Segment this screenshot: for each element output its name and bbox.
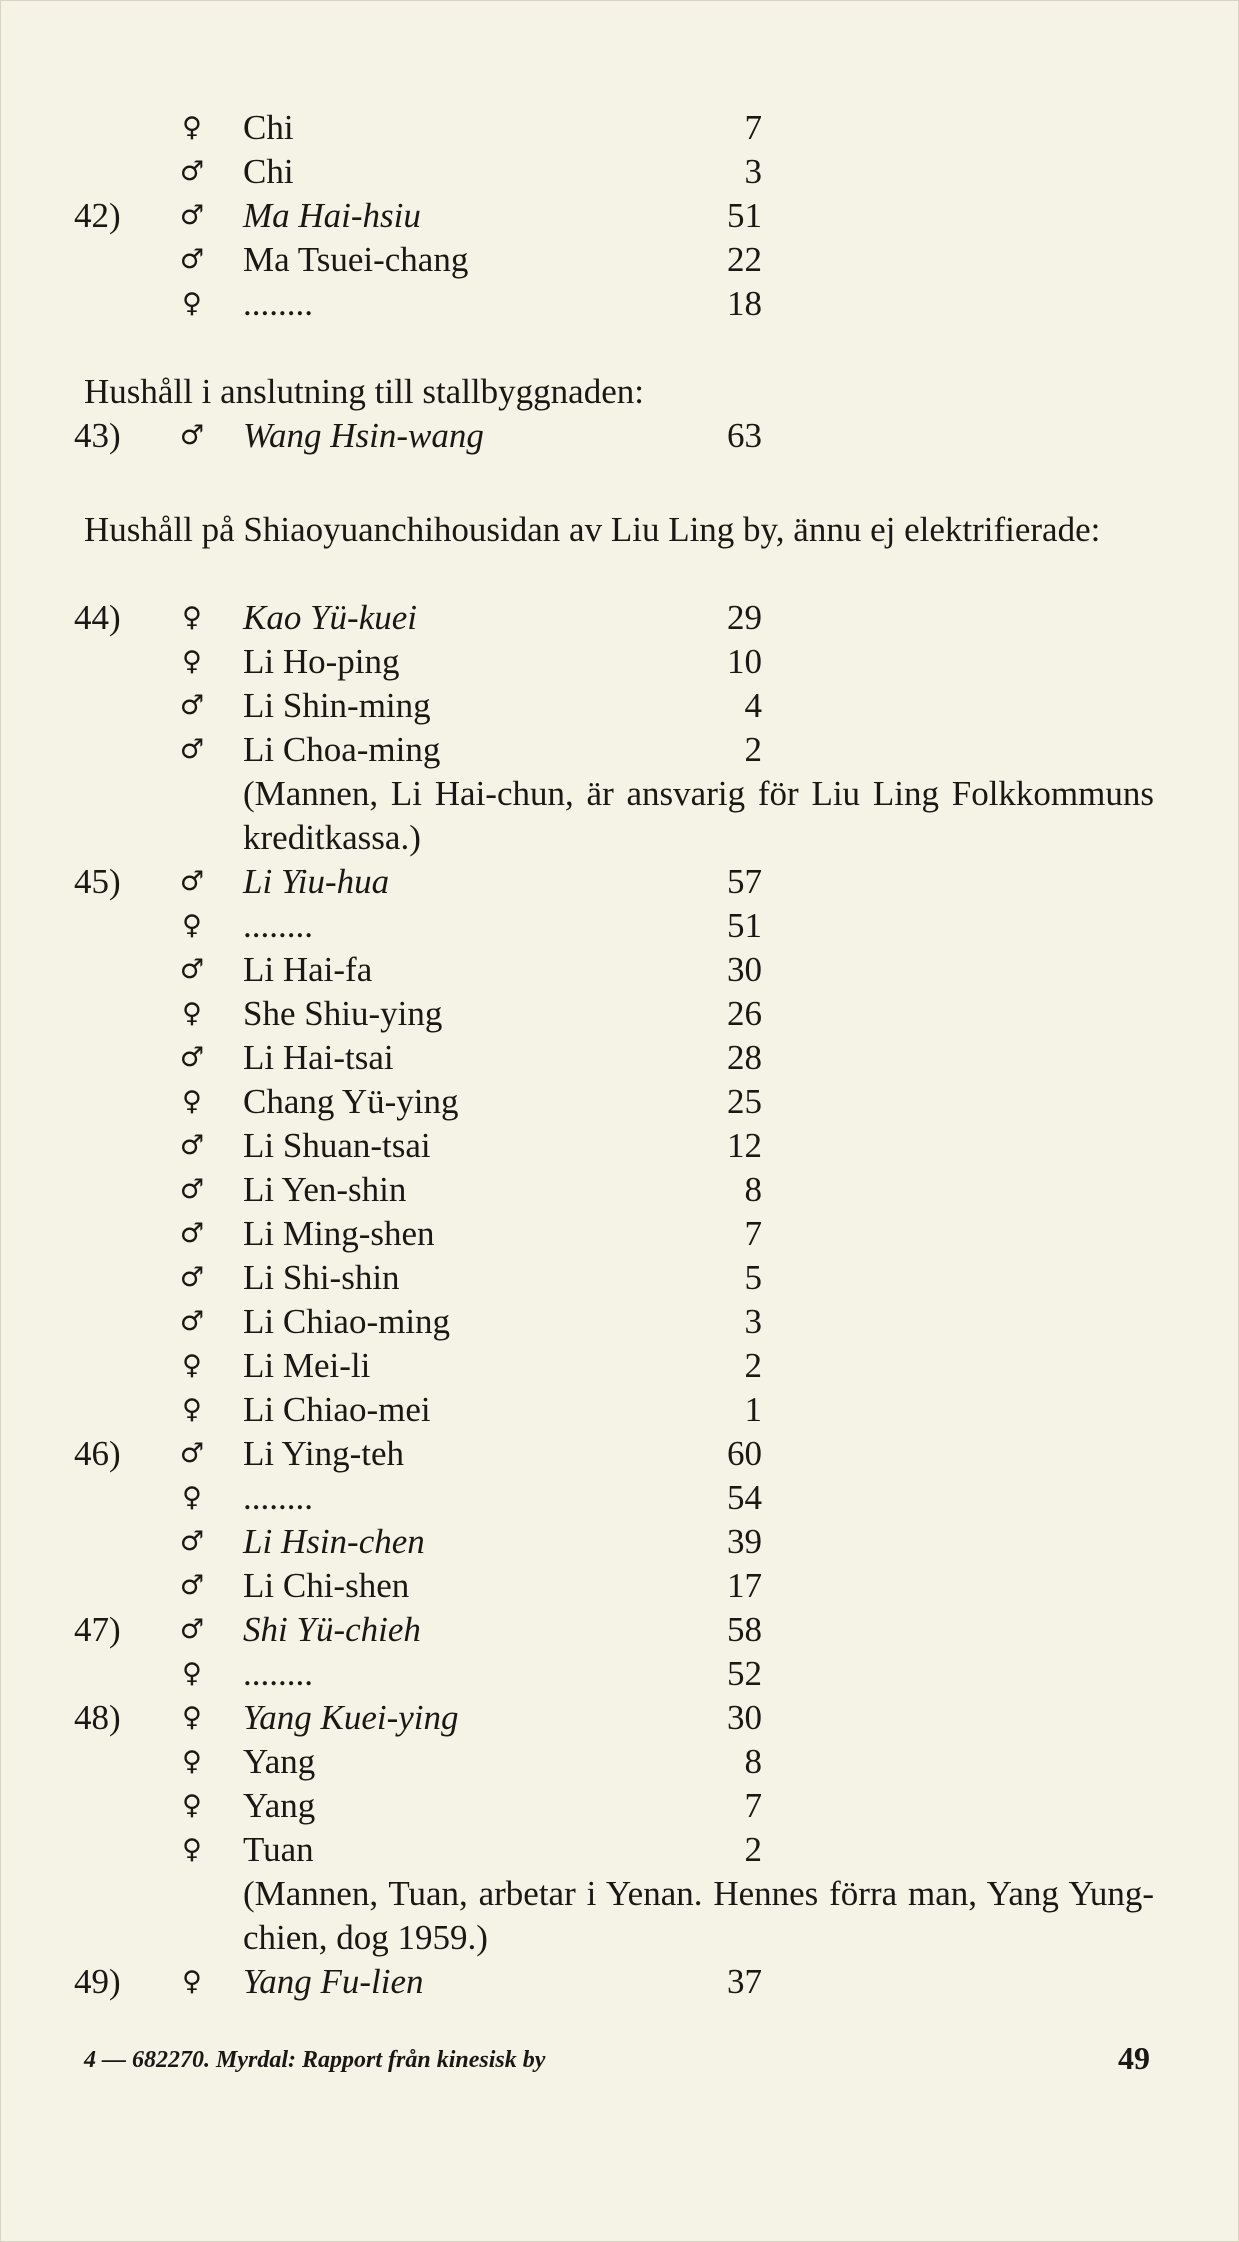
list-item [0,596,1239,640]
person-age: 4 [744,686,762,725]
person-name: Tuan [243,1830,314,1869]
sex-symbol-icon: ♀ [182,1746,202,1777]
person-name: Chi [243,108,294,147]
sex-symbol-icon: ♂ [179,734,205,765]
household-number: 43) [74,416,121,455]
list-item [0,1168,1239,1212]
sex-symbol-icon: ♂ [179,1042,205,1073]
person-age: 37 [727,1962,762,2001]
person-name: Li Shin-ming [243,686,431,725]
person-age: 2 [744,1346,762,1385]
sex-symbol-icon: ♀ [182,1966,202,1997]
person-name: Li Mei-li [243,1346,371,1385]
person-name: Li Ming-shen [243,1214,435,1253]
list-item [0,1828,1239,1872]
list-item [0,1520,1239,1564]
household-number: 45) [74,862,121,901]
list-item [0,282,1239,326]
household-number: 47) [74,1610,121,1649]
list-item [0,1080,1239,1124]
list-item [0,1388,1239,1432]
list-item [0,1432,1239,1476]
person-age: 57 [727,862,762,901]
sex-symbol-icon: ♂ [179,954,205,985]
person-name: ........ [243,1654,313,1693]
person-age: 25 [727,1082,762,1121]
sex-symbol-icon: ♂ [179,1570,205,1601]
sex-symbol-icon: ♂ [179,1174,205,1205]
footer-citation: 4 — 682270. Myrdal: Rapport från kinesisk by [84,2047,546,2073]
sex-symbol-icon: ♀ [182,1350,202,1381]
list-item [0,1564,1239,1608]
list-item [0,1344,1239,1388]
person-age: 29 [727,598,762,637]
person-name: Chi [243,152,294,191]
person-name: Shi Yü-chieh [243,1610,421,1649]
list-item [0,992,1239,1036]
list-item [0,1784,1239,1828]
person-age: 1 [744,1390,762,1429]
person-age: 26 [727,994,762,1033]
person-name: Chang Yü-ying [243,1082,459,1121]
list-item [0,414,1239,458]
sex-symbol-icon: ♂ [179,420,205,451]
person-age: 39 [727,1522,762,1561]
person-age: 3 [744,1302,762,1341]
section-heading-stall: Hushåll i anslutning till stallbyggnaden: [84,372,644,411]
section-heading-shiaoyuanchihou: Hushåll på Shiaoyuanchihousidan av Liu Ling by, ännu ej elektrifierade: [84,510,1101,549]
list-item [0,1960,1239,2004]
sex-symbol-icon: ♀ [182,1394,202,1425]
household-number: 44) [74,598,121,637]
sex-symbol-icon: ♂ [179,156,205,187]
person-age: 8 [744,1742,762,1781]
person-age: 3 [744,152,762,191]
sex-symbol-icon: ♂ [179,1130,205,1161]
list-item [0,904,1239,948]
sex-symbol-icon: ♀ [182,998,202,1029]
sex-symbol-icon: ♂ [179,200,205,231]
sex-symbol-icon: ♀ [182,1086,202,1117]
person-name: Li Yen-shin [243,1170,407,1209]
list-item [0,1476,1239,1520]
list-item [0,1696,1239,1740]
list-item [0,948,1239,992]
sex-symbol-icon: ♀ [182,1834,202,1865]
person-age: 5 [744,1258,762,1297]
list-item [0,640,1239,684]
list-item [0,1740,1239,1784]
person-age: 60 [727,1434,762,1473]
list-item [0,106,1239,150]
person-age: 12 [727,1126,762,1165]
household-number: 48) [74,1698,121,1737]
person-age: 52 [727,1654,762,1693]
person-name: Yang Kuei-ying [243,1698,459,1737]
sex-symbol-icon: ♀ [182,288,202,319]
person-name: Li Ho-ping [243,642,400,681]
list-item [0,194,1239,238]
person-age: 18 [727,284,762,323]
list-item [0,860,1239,904]
sex-symbol-icon: ♀ [182,1482,202,1513]
person-name: Yang [243,1742,316,1781]
sex-symbol-icon: ♀ [182,1702,202,1733]
sex-symbol-icon: ♂ [179,1218,205,1249]
sex-symbol-icon: ♂ [179,690,205,721]
sex-symbol-icon: ♀ [182,646,202,677]
person-name: ........ [243,284,313,323]
list-item [0,150,1239,194]
list-item [0,1652,1239,1696]
person-name: Yang [243,1786,316,1825]
person-name: Li Shi-shin [243,1258,400,1297]
person-name: She Shiu-ying [243,994,443,1033]
person-name: Ma Tsuei-chang [243,240,469,279]
person-name: Li Chiao-mei [243,1390,431,1429]
person-name: Wang Hsin-wang [243,416,484,455]
household-number: 46) [74,1434,121,1473]
person-age: 8 [744,1170,762,1209]
household-number: 42) [74,196,121,235]
person-name: Kao Yü-kuei [243,598,418,637]
person-name: Li Chiao-ming [243,1302,451,1341]
person-age: 7 [744,1214,762,1253]
sex-symbol-icon: ♂ [179,1262,205,1293]
person-age: 28 [727,1038,762,1077]
person-name: Li Hai-tsai [243,1038,394,1077]
person-age: 17 [727,1566,762,1605]
person-name: Li Choa-ming [243,730,441,769]
person-age: 2 [744,1830,762,1869]
person-age: 63 [727,416,762,455]
sex-symbol-icon: ♂ [179,1526,205,1557]
person-name: ........ [243,1478,313,1517]
list-item [0,1300,1239,1344]
person-name: Li Chi-shen [243,1566,410,1605]
person-name: Ma Hai-hsiu [243,196,421,235]
person-name: Li Hsin-chen [243,1522,425,1561]
person-age: 30 [727,1698,762,1737]
sex-symbol-icon: ♀ [182,1658,202,1689]
sex-symbol-icon: ♂ [179,1614,205,1645]
list-item [0,1036,1239,1080]
list-item [0,728,1239,772]
sex-symbol-icon: ♀ [182,112,202,143]
person-age: 10 [727,642,762,681]
household-number: 49) [74,1962,121,2001]
sex-symbol-icon: ♂ [179,244,205,275]
household-note: (Mannen, Tuan, arbetar i Yenan. Hennes förra man, Yang Yung-chien, dog 1959.) [243,1874,1154,1957]
person-age: 58 [727,1610,762,1649]
sex-symbol-icon: ♀ [182,602,202,633]
person-age: 22 [727,240,762,279]
list-item [0,238,1239,282]
person-age: 7 [744,1786,762,1825]
household-note: (Mannen, Li Hai-chun, är ansvarig för Liu Ling Folkkommuns kreditkassa.) [243,774,1154,857]
person-age: 7 [744,108,762,147]
person-name: Li Shuan-tsai [243,1126,431,1165]
person-name: ........ [243,906,313,945]
person-name: Yang Fu-lien [243,1962,424,2001]
person-name: Li Yiu-hua [243,862,390,901]
person-name: Li Ying-teh [243,1434,405,1473]
sex-symbol-icon: ♀ [182,910,202,941]
person-age: 30 [727,950,762,989]
person-age: 54 [727,1478,762,1517]
list-item [0,1608,1239,1652]
sex-symbol-icon: ♂ [179,1438,205,1469]
person-name: Li Hai-fa [243,950,373,989]
list-item [0,1124,1239,1168]
list-item [0,1256,1239,1300]
person-age: 51 [727,906,762,945]
list-item [0,1212,1239,1256]
list-item [0,684,1239,728]
page-number: 49 [1118,2040,1150,2076]
person-age: 51 [727,196,762,235]
sex-symbol-icon: ♂ [179,866,205,897]
person-age: 2 [744,730,762,769]
sex-symbol-icon: ♂ [179,1306,205,1337]
sex-symbol-icon: ♀ [182,1790,202,1821]
